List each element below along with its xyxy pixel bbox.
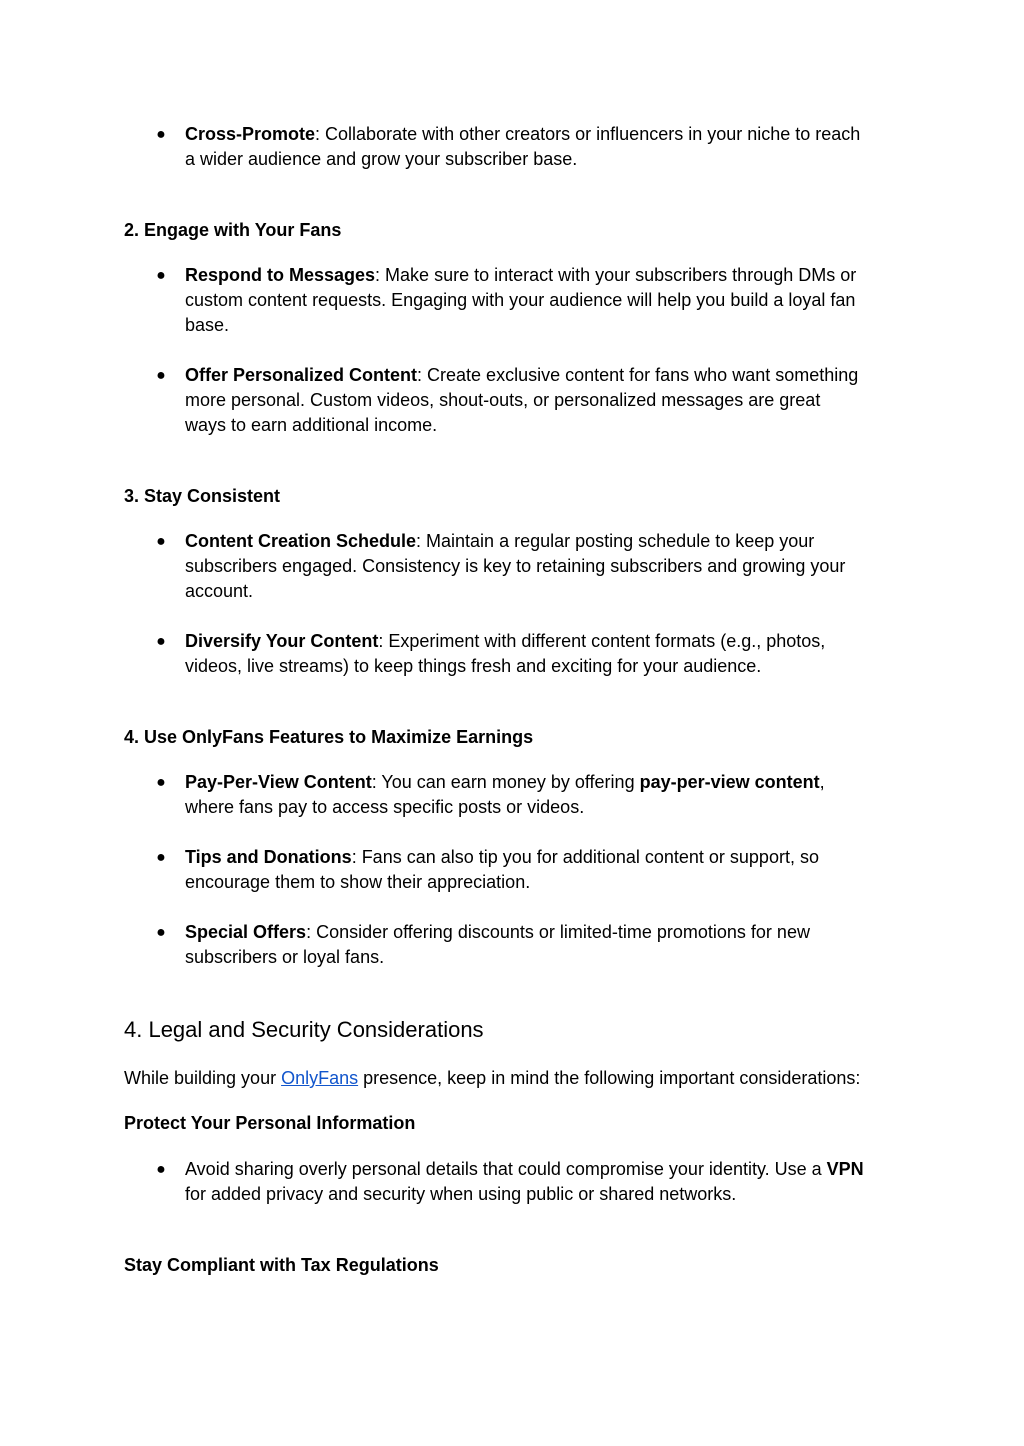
list-item-desc: : Maintain a regular posting schedule to keep your bbox=[416, 531, 815, 551]
list-item-desc-cont: videos, live streams) to keep things fresh and exciting for your audience. bbox=[185, 656, 762, 676]
bullet-icon: ● bbox=[156, 774, 166, 791]
list-item-desc: : Fans can also tip you for additional content or support, so bbox=[351, 847, 819, 867]
list-item-desc-cont: a wider audience and grow your subscriber base. bbox=[185, 149, 578, 169]
list-item-term: Tips and Donations bbox=[185, 847, 352, 867]
list-item-text bbox=[185, 529, 910, 604]
list-item-text bbox=[185, 629, 910, 679]
bullet-icon: ● bbox=[156, 924, 166, 941]
list-item-desc-cont: base. bbox=[185, 315, 230, 335]
intro-text-cont: presence, keep in mind the following important considerations: bbox=[358, 1068, 861, 1088]
bullet-icon: ● bbox=[156, 367, 166, 384]
list-item-text bbox=[185, 363, 910, 438]
bullet-icon: ● bbox=[156, 267, 166, 284]
list-item-desc-cont: more personal. Custom videos, shout-outs, or personalized messages are great bbox=[185, 390, 821, 410]
list-item-desc: : You can earn money by offering bbox=[371, 772, 640, 792]
bullet-icon: ● bbox=[156, 849, 166, 866]
legal-intro-paragraph bbox=[124, 1066, 860, 1091]
list-item-desc-cont: for added privacy and security when using public or shared networks. bbox=[185, 1184, 737, 1204]
list-item-desc-cont: subscribers or loyal fans. bbox=[185, 947, 385, 967]
list-item-text bbox=[185, 845, 910, 895]
list-item-term: Pay-Per-View Content bbox=[185, 772, 372, 792]
bullet-icon: ● bbox=[156, 633, 166, 650]
section-heading-protect-info: Protect Your Personal Information bbox=[124, 1113, 416, 1133]
bullet-icon: ● bbox=[156, 1161, 166, 1178]
list-item-desc: Avoid sharing overly personal details that could compromise your identity. Use a bbox=[185, 1159, 827, 1179]
bullet-icon: ● bbox=[156, 126, 166, 143]
list-item-desc: : Experiment with different content formats (e.g., photos, bbox=[378, 631, 826, 651]
list-item-desc-cont: encourage them to show their appreciation. bbox=[185, 872, 531, 892]
list-item-emphasis: pay-per-view content bbox=[639, 772, 820, 792]
section-heading-engage: 2. Engage with Your Fans bbox=[124, 220, 342, 240]
section-heading-features: 4. Use OnlyFans Features to Maximize Earnings bbox=[124, 727, 534, 747]
section-heading-legal: 4. Legal and Security Considerations bbox=[124, 1017, 484, 1042]
section-heading-tax: Stay Compliant with Tax Regulations bbox=[124, 1255, 439, 1275]
list-item-desc-cont: where fans pay to access specific posts or videos. bbox=[185, 797, 585, 817]
bullet-icon: ● bbox=[156, 533, 166, 550]
list-item-term: Respond to Messages bbox=[185, 265, 376, 285]
list-item-desc: : Consider offering discounts or limited-time promotions for new bbox=[306, 922, 810, 942]
list-item-punct: , bbox=[819, 772, 825, 792]
list-item-term: Content Creation Schedule bbox=[185, 531, 417, 551]
onlyfans-link[interactable]: OnlyFans bbox=[281, 1068, 359, 1088]
list-item-term: Cross-Promote bbox=[185, 124, 316, 144]
list-item-term: Offer Personalized Content bbox=[185, 365, 418, 385]
list-item-term: Special Offers bbox=[185, 922, 307, 942]
list-item-desc: : Make sure to interact with your subscribers through DMs or bbox=[375, 265, 857, 285]
list-item-text bbox=[185, 920, 910, 970]
list-item-desc-cont: ways to earn additional income. bbox=[185, 415, 438, 435]
list-item-desc-cont: subscribers engaged. Consistency is key to retaining subscribers and growing your bbox=[185, 556, 846, 576]
list-item-text bbox=[185, 770, 910, 820]
list-item-term: Diversify Your Content bbox=[185, 631, 379, 651]
list-item-desc: : Collaborate with other creators or influencers in your niche to reach bbox=[315, 124, 861, 144]
list-item-desc: : Create exclusive content for fans who want something bbox=[417, 365, 859, 385]
list-item-text bbox=[185, 263, 910, 338]
list-item-desc-cont: account. bbox=[185, 581, 254, 601]
list-item-emphasis: VPN bbox=[826, 1159, 864, 1179]
section-heading-consistent: 3. Stay Consistent bbox=[124, 486, 281, 506]
list-item-desc-cont: custom content requests. Engaging with your audience will help you build a loyal fan bbox=[185, 290, 856, 310]
list-item-text bbox=[185, 122, 910, 172]
list-item-text bbox=[185, 1157, 910, 1207]
intro-text: While building your bbox=[124, 1068, 282, 1088]
